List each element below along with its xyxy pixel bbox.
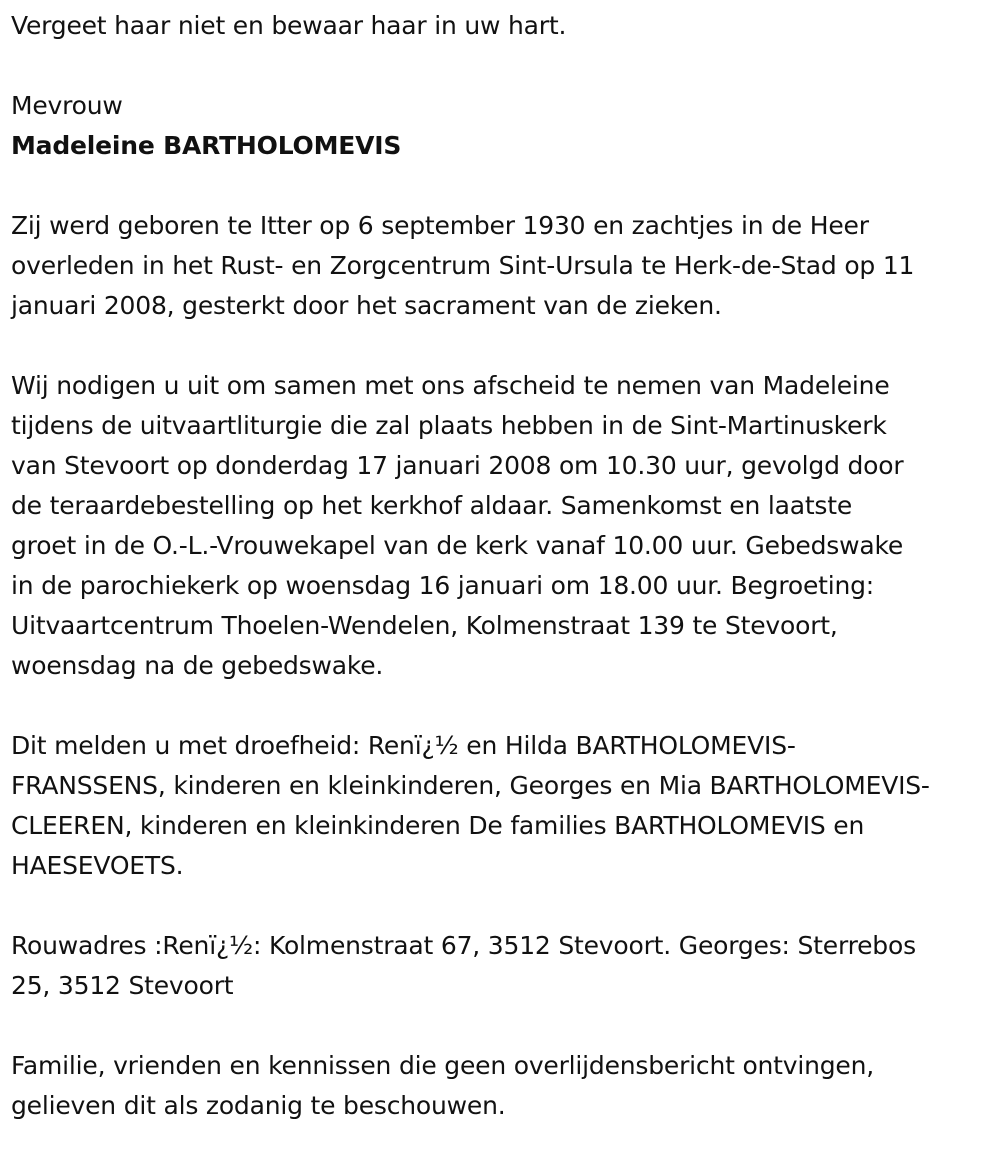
paragraph-line: woensdag na de gebedswake. [11, 651, 384, 680]
paragraph-line: januari 2008, gesterkt door het sacrament van de zieken. [11, 291, 722, 320]
paragraph-line: Dit melden u met droefheid: Renï¿½ en Hilda BARTHOLOMEVIS- [11, 731, 796, 760]
paragraph-line: Rouwadres :Renï¿½: Kolmenstraat 67, 3512 Stevoort. Georges: Sterrebos [11, 931, 916, 960]
spacer [11, 46, 996, 86]
paragraph-line: HAESEVOETS. [11, 851, 184, 880]
paragraph-line: Zij werd geboren te Itter op 6 september 1930 en zachtjes in de Heer [11, 211, 869, 240]
spacer [11, 886, 996, 926]
birth-death-paragraph [11, 206, 996, 326]
spacer [11, 1006, 996, 1046]
paragraph-line: de teraardebestelling op het kerkhof aldaar. Samenkomst en laatste [11, 491, 853, 520]
closing-paragraph [11, 1046, 996, 1126]
paragraph-line: CLEEREN, kinderen en kleinkinderen De families BARTHOLOMEVIS en [11, 811, 865, 840]
paragraph-line: in de parochiekerk op woensdag 16 januari om 18.00 uur. Begroeting: [11, 571, 875, 600]
paragraph-line: FRANSSENS, kinderen en kleinkinderen, Georges en Mia BARTHOLOMEVIS- [11, 771, 930, 800]
spacer [11, 326, 996, 366]
paragraph-line: tijdens de uitvaartliturgie die zal plaats hebben in de Sint-Martinuskerk [11, 411, 887, 440]
paragraph-line: van Stevoort op donderdag 17 januari 2008 om 10.30 uur, gevolgd door [11, 451, 904, 480]
paragraph-line: gelieven dit als zodanig te beschouwen. [11, 1091, 506, 1120]
family-paragraph [11, 726, 996, 886]
address-paragraph [11, 926, 996, 1006]
salutation: Mevrouw [11, 91, 123, 120]
obituary-notice [11, 6, 996, 1126]
invitation-paragraph [11, 366, 996, 686]
paragraph-line: Wij nodigen u uit om samen met ons afscheid te nemen van Madeleine [11, 371, 890, 400]
paragraph-line: Uitvaartcentrum Thoelen-Wendelen, Kolmenstraat 139 te Stevoort, [11, 611, 838, 640]
spacer [11, 686, 996, 726]
spacer [11, 166, 996, 206]
opening-line: Vergeet haar niet en bewaar haar in uw hart. [11, 11, 567, 40]
paragraph-line: overleden in het Rust- en Zorgcentrum Sint-Ursula te Herk-de-Stad op 11 [11, 251, 915, 280]
deceased-name: Madeleine BARTHOLOMEVIS [11, 131, 402, 160]
paragraph-line: 25, 3512 Stevoort [11, 971, 234, 1000]
paragraph-line: groet in de O.-L.-Vrouwekapel van de kerk vanaf 10.00 uur. Gebedswake [11, 531, 904, 560]
paragraph-line: Familie, vrienden en kennissen die geen overlijdensbericht ontvingen, [11, 1051, 875, 1080]
